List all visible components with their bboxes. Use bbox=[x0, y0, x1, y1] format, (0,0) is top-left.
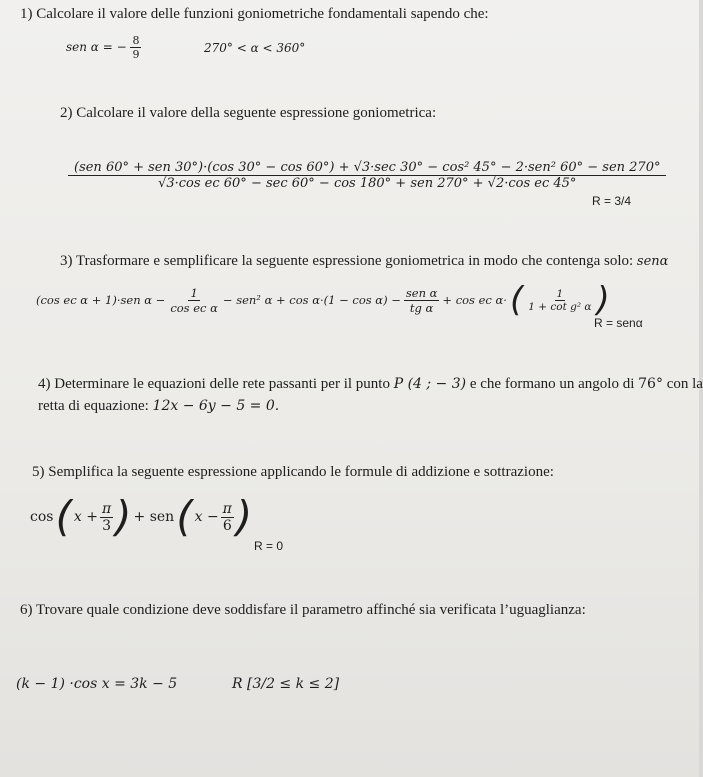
q4-point: P (4 ; − 3) bbox=[393, 376, 467, 392]
q5-x2: x − bbox=[194, 509, 219, 525]
q5-paren-2-close: ) bbox=[235, 492, 253, 541]
q4-text-c: con la bbox=[666, 376, 703, 392]
q5-frac1 bbox=[100, 501, 113, 534]
q1-fraction-den: 9 bbox=[132, 48, 140, 61]
q3-right-paren: ) bbox=[596, 280, 610, 320]
q5-result: R = 0 bbox=[254, 539, 284, 553]
q4-equation: 12x − 6y − 5 = 0. bbox=[152, 398, 280, 414]
q3-frac2 bbox=[404, 286, 440, 315]
q5-frac2 bbox=[221, 501, 234, 534]
q4-line2 bbox=[38, 398, 279, 415]
q1-fraction-num: 8 bbox=[132, 34, 140, 47]
q5-paren-1-close: ) bbox=[115, 492, 132, 541]
q1-fraction bbox=[130, 34, 141, 61]
q3-frac3 bbox=[526, 288, 593, 313]
q5-expression bbox=[30, 492, 253, 541]
q5-frac2-num: π bbox=[222, 500, 232, 517]
q6-result: R [3/2 ≤ k ≤ 2] bbox=[232, 676, 340, 692]
q4-text-b: e che formano un angolo di bbox=[469, 376, 635, 392]
q2-expression bbox=[68, 160, 666, 191]
q6-equation: (k − 1) ·cos x = 3k − 5 bbox=[16, 676, 178, 692]
q3-frac1 bbox=[168, 286, 220, 315]
q3-left-paren: ( bbox=[509, 280, 524, 320]
q2-result: R = 3/4 bbox=[592, 194, 632, 208]
q4-text-a: 4) Determinare le equazioni delle rete passanti per il punto bbox=[38, 376, 390, 392]
q5-cos: cos bbox=[30, 509, 54, 525]
q3-expression bbox=[36, 280, 610, 320]
q3-frac3-den: 1 + cot g² α bbox=[528, 300, 592, 313]
q3-result: R = senα bbox=[594, 316, 643, 330]
q3-frac1-den: cos ec α bbox=[170, 300, 218, 315]
q2-numerator: (sen 60° + sen 30°)·(cos 30° − cos 60°) + √3·sec 30° − cos² 45° − 2·sen² 60° − sen 270° bbox=[68, 160, 666, 176]
q3-frac3-num: 1 bbox=[556, 287, 564, 300]
q2-fraction bbox=[68, 160, 666, 191]
q5-plus-sen: + sen bbox=[133, 509, 175, 525]
q5-frac1-den: 3 bbox=[102, 517, 111, 534]
q1-sen-label: sen α = − bbox=[66, 40, 127, 54]
q4-line1 bbox=[38, 376, 703, 393]
q4-text-d: retta di equazione: bbox=[38, 398, 149, 414]
q4-angle: 76° bbox=[638, 376, 663, 392]
q3-frac2-den: tg α bbox=[409, 300, 434, 315]
q5-frac1-num: π bbox=[101, 500, 112, 517]
q5-paren-1-open: ( bbox=[55, 492, 72, 541]
q1-sen-equation bbox=[66, 34, 141, 61]
q6-text: 6) Trovare quale condizione deve soddisfare il parametro affinché sia verificata l’uguaglianza: bbox=[20, 602, 586, 618]
q1-condition: 270° < α < 360° bbox=[204, 41, 306, 55]
q3-text: 3) Trasformare e semplificare la seguente espressione goniometrica in modo che contenga solo: bbox=[60, 253, 634, 269]
q3-expr-part1: (cos ec α + 1)·sen α − bbox=[36, 293, 166, 307]
q5-frac2-den: 6 bbox=[222, 517, 232, 534]
q1-text: 1) Calcolare il valore delle funzioni goniometriche fondamentali sapendo che: bbox=[20, 6, 489, 22]
q3-expr-part3: + cos ec α· bbox=[442, 293, 507, 307]
q3-text-line bbox=[60, 253, 668, 270]
q3-frac1-num: 1 bbox=[190, 285, 198, 300]
q2-denominator: √3·cos ec 60° − sec 60° − cos 180° + sen 270° + √2·cos ec 45° bbox=[158, 176, 577, 191]
q3-only: senα bbox=[636, 254, 669, 269]
q2-text: 2) Calcolare il valore della seguente espressione goniometrica: bbox=[60, 105, 437, 121]
q5-x1: x + bbox=[73, 509, 98, 525]
q5-text: 5) Semplifica la seguente espressione applicando le formule di addizione e sottrazione: bbox=[32, 464, 554, 480]
q5-paren-2-open: ( bbox=[176, 492, 193, 541]
q3-expr-part2: − sen² α + cos α·(1 − cos α) − bbox=[222, 293, 401, 307]
q3-frac2-num: sen α bbox=[405, 285, 438, 300]
